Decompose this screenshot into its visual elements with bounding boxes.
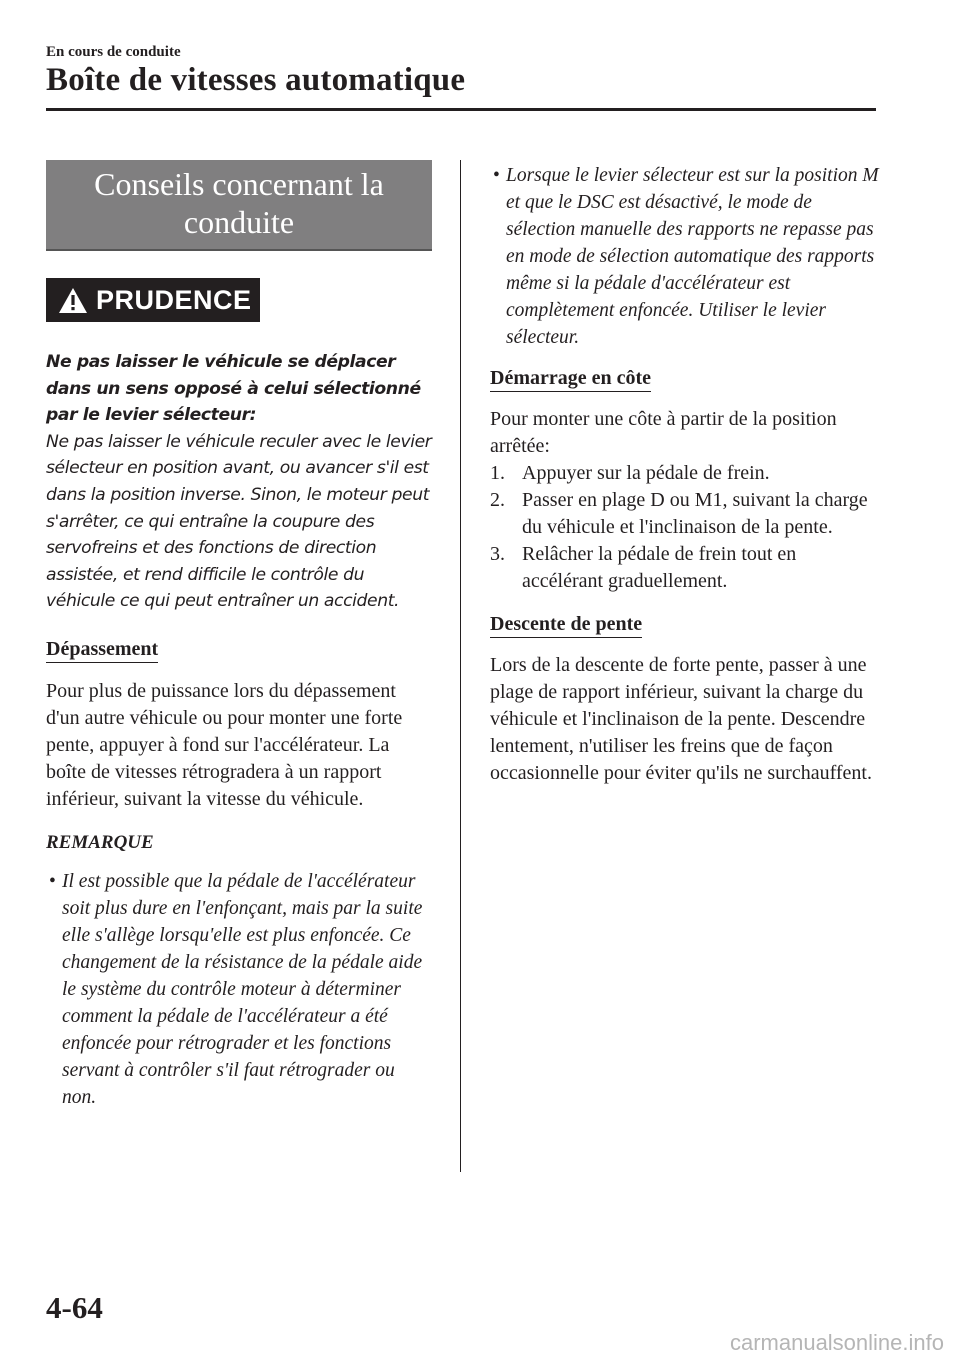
- hill-start-heading: Démarrage en côte: [490, 367, 651, 392]
- note-item-text: Il est possible que la pédale de l'accélérateur soit plus dure en l'enfonçant, mais par la suite elle s'allège lorsqu'elle est plus enfoncée. Ce changement de la résistance de la pédale aide le système du contrôle moteur à déterminer comment la pédale de l'accélérateur a été enfoncée pour rétrograder et les fonctions servant à contrôler s'il faut rétrograder ou non.: [62, 870, 423, 1108]
- bullet-dot-icon: •: [493, 165, 500, 186]
- banner-title-line2: conduite: [183, 204, 295, 240]
- step-item: [490, 460, 882, 487]
- step-number: 2.: [490, 489, 505, 511]
- note-item-text: Lorsque le levier sélecteur est sur la position M et que le DSC est désactivé, le mode de sélection manuelle des rapports ne repasse pas en mode de sélection automatique des rapports même si la pédale d'accélérateur est complètement enfoncée. Utiliser le levier sélecteur.: [506, 165, 879, 348]
- banner-title-line1: Conseils concernant la: [94, 166, 384, 202]
- downhill-body: Lors de la descente de forte pente, passer à une plage de rapport inférieur, suivant la charge du véhicule et l'inclinaison de la pente. Descendre lentement, n'utiliser les freins que de façon occasionnelle pour éviter qu'ils ne surchauffent.: [490, 654, 872, 784]
- column-divider: [460, 160, 461, 1172]
- right-column: [490, 162, 882, 787]
- bullet-dot-icon: •: [49, 870, 56, 892]
- page-number: 4-64: [46, 1290, 103, 1325]
- downhill-heading: Descente de pente: [490, 613, 642, 638]
- hill-start-intro: Pour monter une côte à partir de la position arrêtée:: [490, 408, 837, 457]
- section-banner: [46, 160, 432, 251]
- passing-body: Pour plus de puissance lors du dépassement d'un autre véhicule ou pour monter une forte pente, appuyer à fond sur l'accélérateur. La boîte de vitesses rétrogradera à un rapport inférieur, suivant la vitesse du véhicule.: [46, 679, 403, 810]
- step-number: 3.: [490, 543, 505, 565]
- step-number: 1.: [490, 462, 505, 484]
- step-text: Appuyer sur la pédale de frein.: [522, 462, 770, 484]
- step-text: Relâcher la pédale de frein tout en accélérant graduellement.: [522, 543, 797, 592]
- step-item: [490, 541, 882, 595]
- hill-start-steps: [490, 460, 882, 595]
- note-title: REMARQUE: [46, 831, 154, 853]
- warning-triangle-icon: [58, 287, 88, 314]
- step-text: Passer en plage D ou M1, suivant la charge du véhicule et l'inclinaison de la pente.: [522, 489, 868, 538]
- note-item: [490, 162, 882, 351]
- caution-lead: Ne pas laisser le véhicule se déplacer dans un sens opposé à celui sélectionné par le levier sélecteur:: [46, 352, 421, 426]
- header-rule: [46, 108, 876, 111]
- caution-body: Ne pas laisser le véhicule reculer avec le levier sélecteur en position avant, ou avancer s'il est dans la position inverse. Sinon, le moteur peut s'arrêter, ce qui entraîne la coupure des servofreins et des fonctions de direction assistée, et rend difficile le contrôle du véhicule ce qui peut entraîner un accident.: [46, 431, 432, 612]
- passing-heading: Dépassement: [46, 638, 158, 663]
- section-kicker: En cours de conduite: [46, 44, 181, 60]
- step-item: [490, 487, 882, 541]
- chapter-title: Boîte de vitesses automatique: [46, 62, 466, 98]
- caution-text: [46, 349, 432, 615]
- note-item: [46, 868, 432, 1111]
- watermark: carmanualsonline.info: [729, 1330, 944, 1355]
- left-column: [46, 160, 432, 1111]
- caution-label: PRUDENCE: [96, 284, 252, 315]
- caution-badge: [46, 278, 260, 322]
